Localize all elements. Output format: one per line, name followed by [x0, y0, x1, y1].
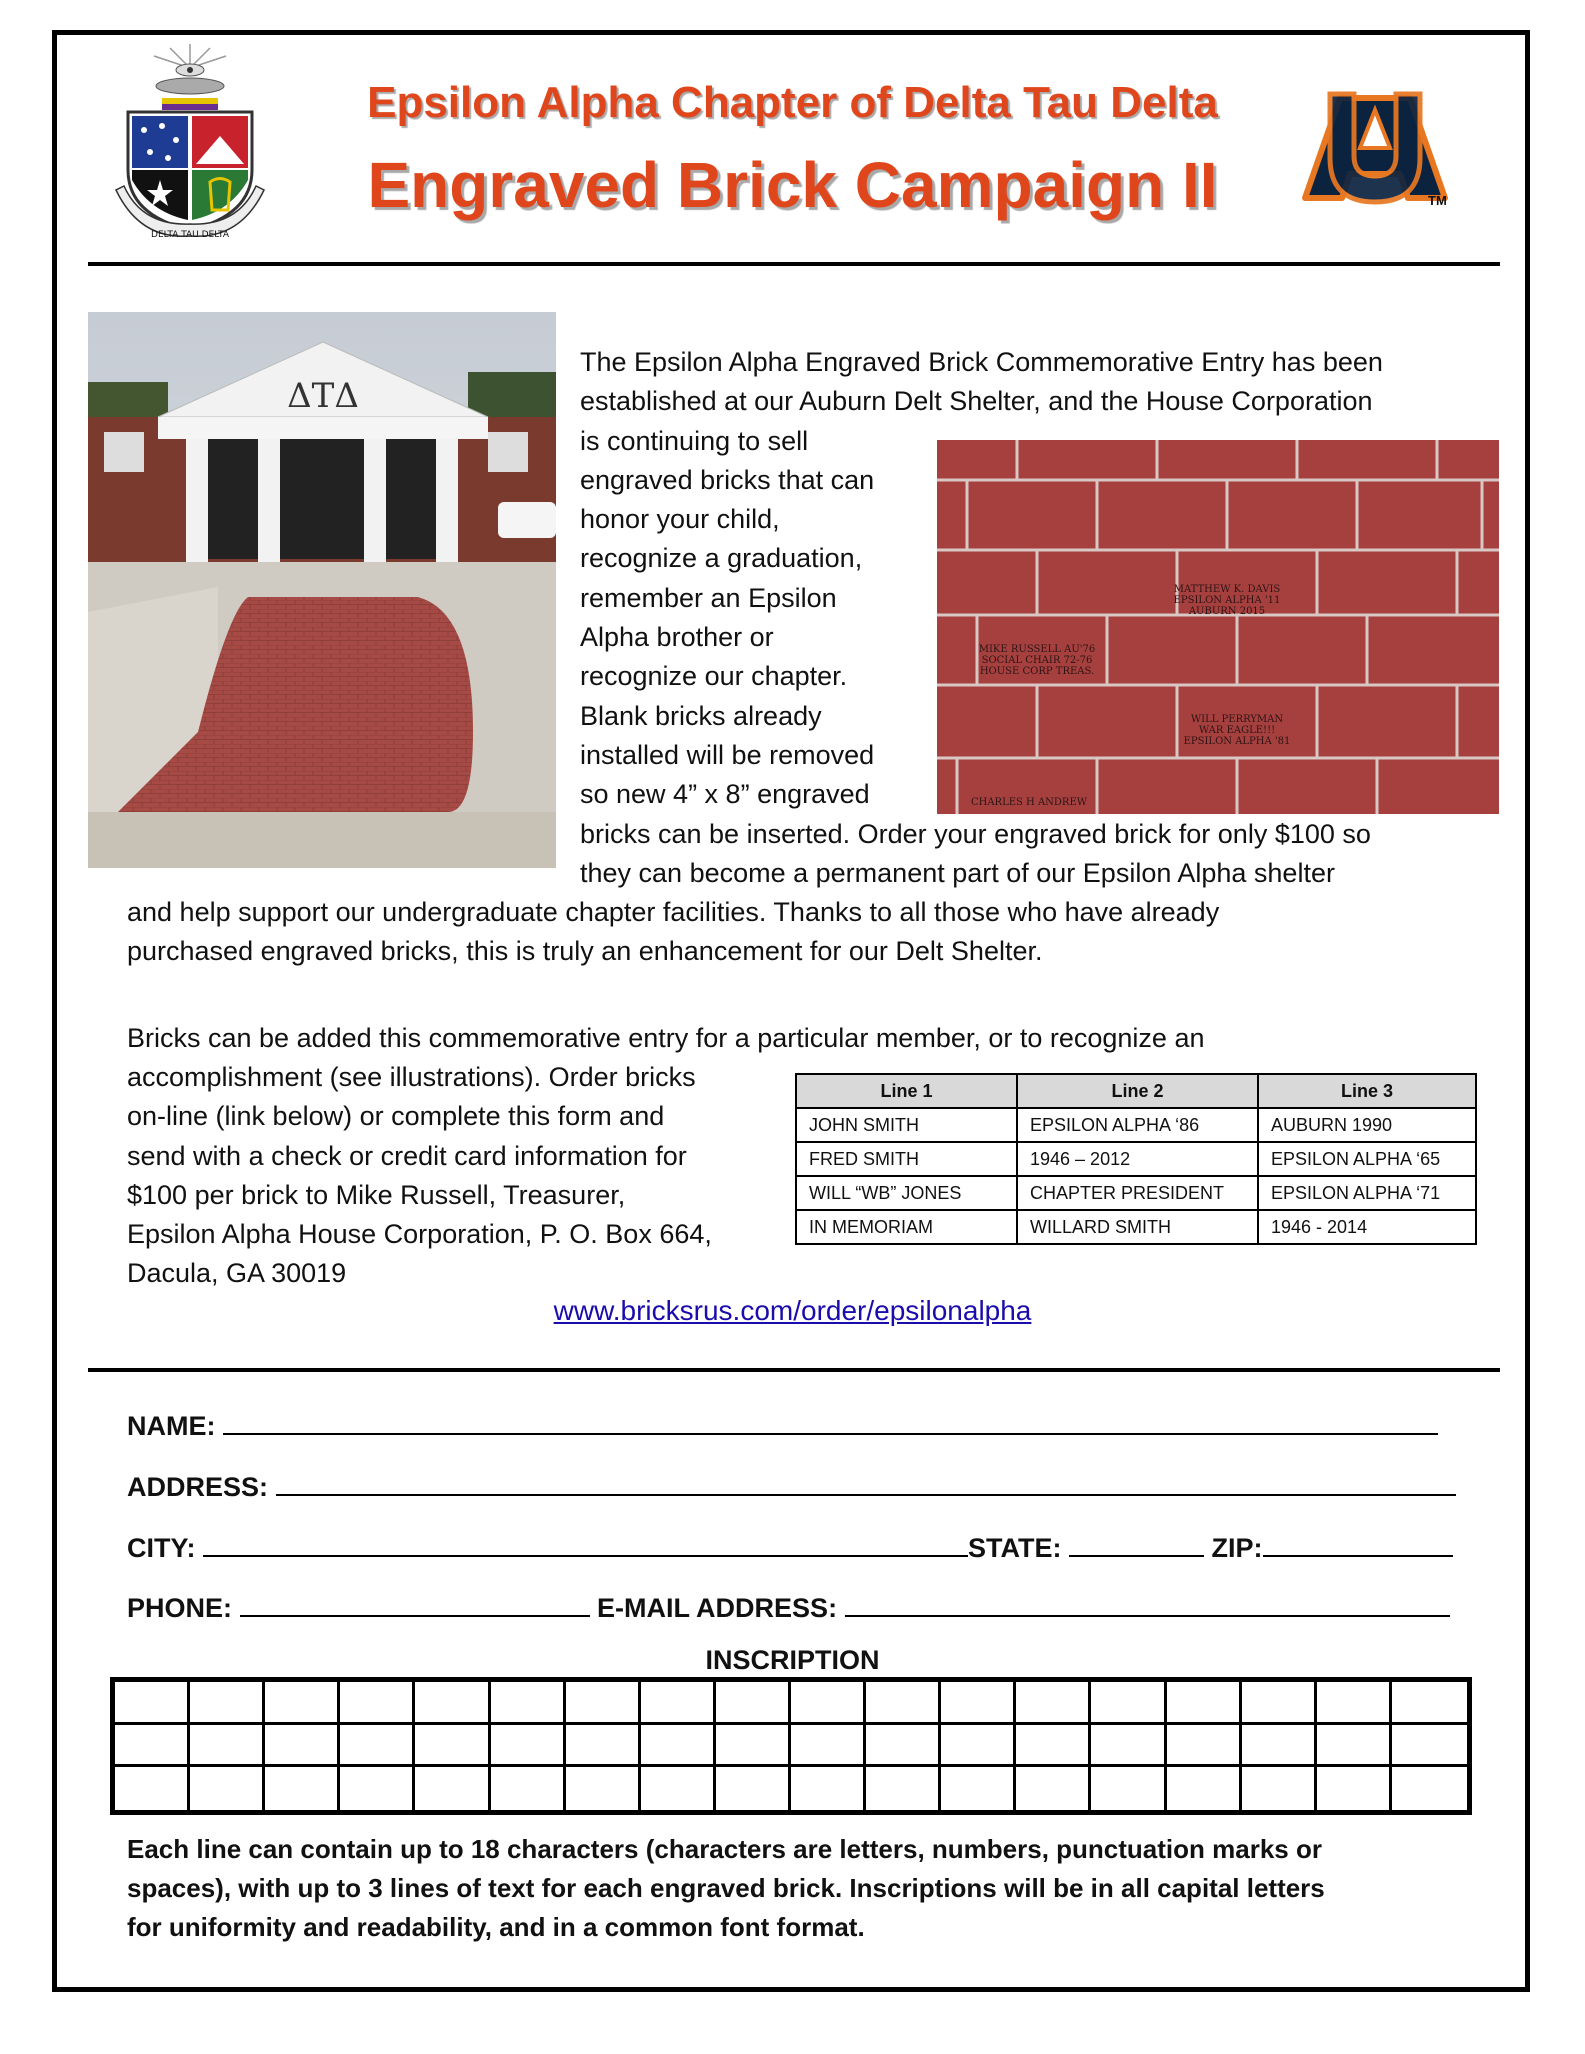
intro-line: established at our Auburn Delt Shelter, and the House Corporation — [580, 386, 1373, 417]
inscription-character-cell[interactable] — [716, 1767, 791, 1810]
order-info-paragraph — [127, 1058, 777, 1294]
inscription-character-cell[interactable] — [415, 1767, 490, 1810]
order-info-line: Epsilon Alpha House Corporation, P. O. Box 664, — [127, 1219, 712, 1250]
inscription-character-cell[interactable] — [491, 1767, 566, 1810]
inscription-character-cell[interactable] — [716, 1682, 791, 1725]
phone-email-row — [127, 1591, 1450, 1624]
order-info-line: accomplishment (see illustrations). Order bricks — [127, 1062, 696, 1092]
address-label: ADDRESS: — [127, 1472, 269, 1502]
inscription-character-cell[interactable] — [866, 1682, 941, 1725]
name-row — [127, 1409, 1438, 1442]
inscription-character-cell[interactable] — [1242, 1682, 1317, 1725]
inscription-character-cell[interactable] — [1392, 1725, 1467, 1768]
intro-line: installed will be removed — [580, 739, 875, 770]
table-cell: CHAPTER PRESIDENT — [1017, 1176, 1258, 1210]
table-cell: 1946 – 2012 — [1017, 1142, 1258, 1176]
inscription-character-cell[interactable] — [190, 1767, 265, 1810]
inscription-character-cell[interactable] — [265, 1725, 340, 1768]
table-cell: 1946 - 2014 — [1258, 1210, 1476, 1244]
svg-text:WILL PERRYMAN: WILL PERRYMAN — [1190, 714, 1284, 725]
table-row — [796, 1108, 1476, 1142]
inscription-character-cell[interactable] — [941, 1682, 1016, 1725]
inscription-character-cell[interactable] — [340, 1725, 415, 1768]
inscription-character-cell[interactable] — [1091, 1682, 1166, 1725]
table-row — [796, 1176, 1476, 1210]
svg-text:HOUSE CORP TREAS.: HOUSE CORP TREAS. — [979, 666, 1095, 677]
table-cell: WILL “WB” JONES — [796, 1176, 1017, 1210]
address-field[interactable] — [276, 1470, 1456, 1496]
table-cell: EPSILON ALPHA ‘65 — [1258, 1142, 1476, 1176]
inscription-character-cell[interactable] — [115, 1682, 190, 1725]
header-divider — [88, 262, 1500, 266]
inscription-character-cell[interactable] — [1167, 1682, 1242, 1725]
inscription-character-cell[interactable] — [791, 1767, 866, 1810]
inscription-heading: INSCRIPTION — [705, 1645, 880, 1675]
svg-text:EPSILON ALPHA '11: EPSILON ALPHA '11 — [1173, 595, 1281, 606]
table-cell: FRED SMITH — [796, 1142, 1017, 1176]
city-field[interactable] — [203, 1531, 968, 1557]
intro-line: recognize a graduation, — [580, 543, 863, 574]
inscription-character-cell[interactable] — [941, 1767, 1016, 1810]
trademark-mark: TM — [1428, 193, 1447, 208]
order-info-line: Dacula, GA 30019 — [127, 1258, 347, 1289]
intro-line: is continuing to sell — [580, 425, 809, 456]
intro-line: they can become a permanent part of our Epsilon Alpha shelter — [580, 857, 1335, 888]
svg-text:DELTA TAU DELTA: DELTA TAU DELTA — [151, 230, 229, 240]
auburn-au-logo — [1300, 78, 1450, 208]
inscription-character-cell[interactable] — [1167, 1767, 1242, 1810]
intro-line: The Epsilon Alpha Engraved Brick Commemorative Entry has been — [580, 347, 1383, 377]
inscription-character-cell[interactable] — [641, 1682, 716, 1725]
zip-field[interactable] — [1263, 1531, 1453, 1557]
intro-paragraph-continued — [127, 893, 1427, 972]
campaign-title: Engraved Brick Campaign II — [367, 149, 1218, 221]
inscription-character-cell[interactable] — [641, 1767, 716, 1810]
inscription-character-cell[interactable] — [791, 1682, 866, 1725]
inscription-character-cell[interactable] — [1167, 1725, 1242, 1768]
zip-label: ZIP: — [1211, 1533, 1263, 1563]
inscription-character-cell[interactable] — [190, 1725, 265, 1768]
inscription-examples-table — [795, 1073, 1477, 1245]
email-label: E-MAIL ADDRESS: — [597, 1593, 838, 1623]
inscription-character-cell[interactable] — [866, 1725, 941, 1768]
svg-text:MATTHEW K. DAVIS: MATTHEW K. DAVIS — [1173, 584, 1281, 595]
intro-line: Alpha brother or — [580, 622, 774, 653]
inscription-character-cell[interactable] — [491, 1682, 566, 1725]
inscription-character-cell[interactable] — [265, 1767, 340, 1810]
city-label: CITY: — [127, 1533, 196, 1563]
name-field[interactable] — [223, 1409, 1438, 1435]
inscription-character-cell[interactable] — [1016, 1682, 1091, 1725]
inscription-character-cell[interactable] — [866, 1767, 941, 1810]
order-online-link[interactable]: www.bricksrus.com/order/epsilonalpha — [553, 1295, 1032, 1326]
phone-field[interactable] — [240, 1591, 590, 1617]
inscription-character-cell[interactable] — [115, 1767, 190, 1810]
intro-line: Blank bricks already — [580, 700, 822, 731]
intro-paragraph — [580, 343, 1500, 893]
column-header-line-1: Line 1 — [796, 1074, 1017, 1108]
inscription-character-cell[interactable] — [791, 1725, 866, 1768]
inscription-grid — [110, 1677, 1472, 1815]
inscription-character-cell[interactable] — [1317, 1682, 1392, 1725]
name-label: NAME: — [127, 1411, 216, 1441]
note-line: Each line can contain up to 18 characters (characters are letters, numbers, punctuation marks or — [127, 1834, 1322, 1864]
delta-tau-delta-crest-logo — [110, 40, 270, 245]
inscription-character-cell[interactable] — [1016, 1767, 1091, 1810]
inscription-character-cell[interactable] — [190, 1682, 265, 1725]
intro-line: remember an Epsilon — [580, 582, 837, 613]
intro-line: and help support our undergraduate chapter facilities. Thanks to all those who have already — [127, 897, 1220, 927]
chapter-title: Epsilon Alpha Chapter of Delta Tau Delta — [367, 78, 1218, 127]
table-header-row — [796, 1074, 1476, 1108]
svg-text:CHARLES H ANDREW: CHARLES H ANDREW — [970, 797, 1088, 808]
intro-line: honor your child, — [580, 504, 780, 535]
inscription-rules-note — [127, 1830, 1447, 1947]
table-cell: IN MEMORIAM — [796, 1210, 1017, 1244]
table-cell: EPSILON ALPHA ‘86 — [1017, 1108, 1258, 1142]
column-header-line-2: Line 2 — [1017, 1074, 1258, 1108]
inscription-character-cell[interactable] — [566, 1725, 641, 1768]
svg-text:MIKE RUSSELL AU'76: MIKE RUSSELL AU'76 — [978, 644, 1096, 655]
inscription-character-cell[interactable] — [1392, 1682, 1467, 1725]
inscription-character-cell[interactable] — [1242, 1767, 1317, 1810]
table-row — [796, 1210, 1476, 1244]
order-info-line: on-line (link below) or complete this form and — [127, 1101, 665, 1132]
city-row — [127, 1531, 1453, 1564]
delt-shelter-photo — [88, 312, 556, 868]
note-line: spaces), with up to 3 lines of text for each engraved brick. Inscriptions will be in all capital letters — [127, 1873, 1325, 1903]
inscription-character-cell[interactable] — [115, 1725, 190, 1768]
address-row — [127, 1470, 1456, 1503]
table-cell: JOHN SMITH — [796, 1108, 1017, 1142]
intro-line: engraved bricks that can — [580, 464, 875, 495]
inscription-character-cell[interactable] — [1091, 1767, 1166, 1810]
inscription-character-cell[interactable] — [340, 1767, 415, 1810]
table-cell: AUBURN 1990 — [1258, 1108, 1476, 1142]
inscription-character-cell[interactable] — [641, 1725, 716, 1768]
table-row — [796, 1142, 1476, 1176]
note-line: for uniformity and readability, and in a common font format. — [127, 1912, 865, 1942]
inscription-character-cell[interactable] — [941, 1725, 1016, 1768]
inscription-character-cell[interactable] — [491, 1725, 566, 1768]
inscription-character-cell[interactable] — [340, 1682, 415, 1725]
intro-line: purchased engraved bricks, this is truly an enhancement for our Delt Shelter. — [127, 936, 1043, 967]
intro-line: so new 4” x 8” engraved — [580, 779, 870, 810]
intro-line: recognize our chapter. — [580, 661, 848, 692]
svg-text:AUBURN 2015: AUBURN 2015 — [1188, 606, 1266, 617]
svg-text:EPSILON ALPHA '81: EPSILON ALPHA '81 — [1183, 736, 1291, 747]
inscription-character-cell[interactable] — [1242, 1725, 1317, 1768]
inscription-character-cell[interactable] — [265, 1682, 340, 1725]
inscription-character-cell[interactable] — [716, 1725, 791, 1768]
state-field[interactable] — [1069, 1531, 1204, 1557]
inscription-character-cell[interactable] — [415, 1725, 490, 1768]
inscription-character-cell[interactable] — [415, 1682, 490, 1725]
form-divider — [88, 1368, 1500, 1372]
table-cell: WILLARD SMITH — [1017, 1210, 1258, 1244]
svg-text:SOCIAL CHAIR 72-76: SOCIAL CHAIR 72-76 — [981, 655, 1093, 666]
inscription-character-cell[interactable] — [566, 1767, 641, 1810]
inscription-character-cell[interactable] — [1392, 1767, 1467, 1810]
order-info-line: send with a check or credit card information for — [127, 1140, 687, 1171]
svg-text:WAR EAGLE!!!: WAR EAGLE!!! — [1198, 725, 1276, 736]
state-label: STATE: — [968, 1533, 1062, 1563]
inscription-character-cell[interactable] — [1016, 1725, 1091, 1768]
intro-line: bricks can be inserted. Order your engraved brick for only $100 so — [580, 818, 1371, 849]
table-cell: EPSILON ALPHA ‘71 — [1258, 1176, 1476, 1210]
inscription-character-cell[interactable] — [1317, 1767, 1392, 1810]
phone-label: PHONE: — [127, 1593, 233, 1623]
svg-text:ΔΤΔ: ΔΤΔ — [287, 376, 359, 416]
column-header-line-3: Line 3 — [1258, 1074, 1476, 1108]
order-info-first-line: Bricks can be added this commemorative entry for a particular member, or to recognize an — [127, 1023, 1205, 1053]
inscription-character-cell[interactable] — [1317, 1725, 1392, 1768]
inscription-character-cell[interactable] — [566, 1682, 641, 1725]
email-field[interactable] — [845, 1591, 1450, 1617]
inscription-character-cell[interactable] — [1091, 1725, 1166, 1768]
order-info-line: $100 per brick to Mike Russell, Treasurer, — [127, 1179, 626, 1210]
